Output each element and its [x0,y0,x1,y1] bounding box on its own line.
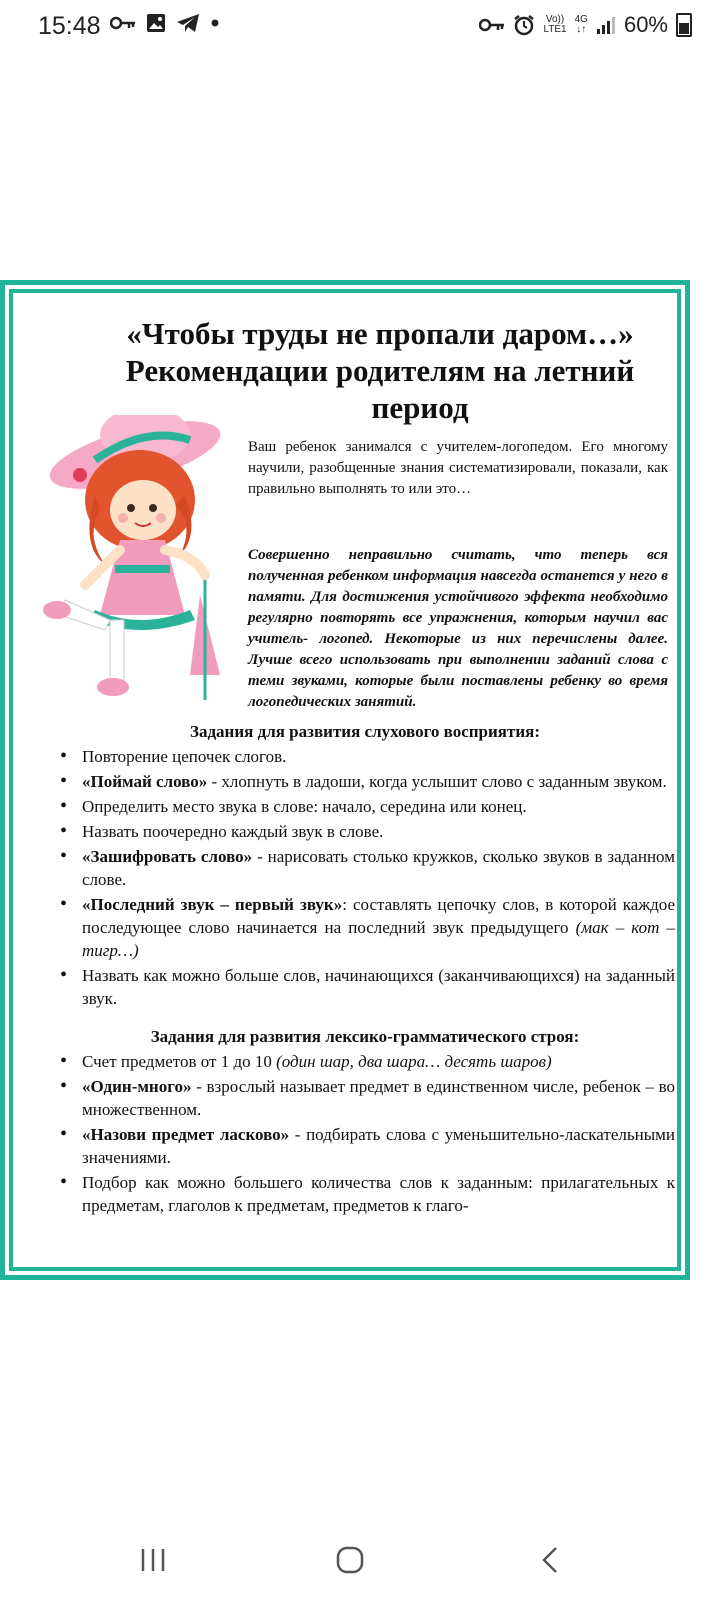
back-icon [540,1545,560,1575]
section-heading: Задания для развития лексико-грамматического строя: [150,1027,580,1046]
alarm-icon [513,14,535,36]
list-item: • Подбор как можно большего количества слов к заданным: прилагательных к предметам, глаголов к предметам, предметов к глаго- [60,1171,675,1217]
intro-bold-paragraph: Совершенно неправильно считать, что теперь вся полученная ребенком информация навсегда останется у него в памяти. Для достижения устойчивого эффекта необходимо регулярно повторять все упражнения, которым научил вас учитель- логопед. Некоторые из них перечислены далее. Лучше всего использовать при выполнении заданий слова с теми звуками, которые были поставлены ребенку во время логопедических занятий. [248,547,668,710]
list-item: • «Поймай слово» - хлопнуть в ладоши, когда услышит слово с заданным звуком. [60,770,675,793]
key-icon [110,16,136,30]
list-item: • Повторение цепочек слогов. [60,745,675,768]
list-item: • «Назови предмет ласково» - подбирать слова с уменьшительно-ласкательными значениями. [60,1123,675,1169]
dot-icon [210,18,220,28]
navigation-bar [0,1520,720,1600]
gallery-icon [146,13,166,33]
section-heading: Задания для развития слухового восприятия: [189,722,541,741]
status-time: 15:48 [38,12,101,40]
list-item: • «Зашифровать слово» - нарисовать столько кружков, сколько звуков в заданном слове. [60,845,675,891]
home-icon [335,1545,365,1575]
home-button[interactable] [320,1540,380,1580]
intro-paragraph: Ваш ребенок занимался с учителем-логопедом. Его многому научили, разобщенные знания систематизировали, показали, как правильно выполнять то или это… [248,439,668,497]
list-item: • «Последний звук – первый звук»: составлять цепочку слов, в которой каждое последующее слово начинается на последний звук предыдущего (мак – кот – тигр…) [60,893,675,962]
key-icon [479,18,505,32]
back-button[interactable] [520,1540,580,1580]
list-item: • Определить место звука в слове: начало, середина или конец. [60,795,675,818]
list-item: • «Один-много» - взрослый называет предмет в единственном числе, ребенок – во множественном. [60,1075,675,1121]
document-image [0,280,690,1280]
network-label: Vo)) LTE1 [543,14,567,35]
battery-percent: 60% [623,12,668,37]
recent-apps-icon [139,1547,167,1573]
list-item: • Назвать как можно больше слов, начинающихся (заканчивающихся) на заданный звук. [60,964,675,1010]
grammar-tasks-list [60,1050,675,1219]
data-indicator: 4G ↓↑ [574,14,588,35]
girl-illustration [25,415,235,715]
battery-icon [676,13,692,37]
recent-apps-button[interactable] [123,1540,183,1580]
signal-icon [596,15,616,35]
list-item: • Назвать поочередно каждый звук в слове. [60,820,675,843]
status-bar [0,0,720,52]
auditory-tasks-list [60,745,675,1012]
list-item: • Счет предметов от 1 до 10 (один шар, два шара… десять шаров) [60,1050,675,1073]
telegram-icon [176,13,200,33]
page-title: «Чтобы труды не пропали даром…» Рекомендации родителям на летний период [125,316,635,425]
